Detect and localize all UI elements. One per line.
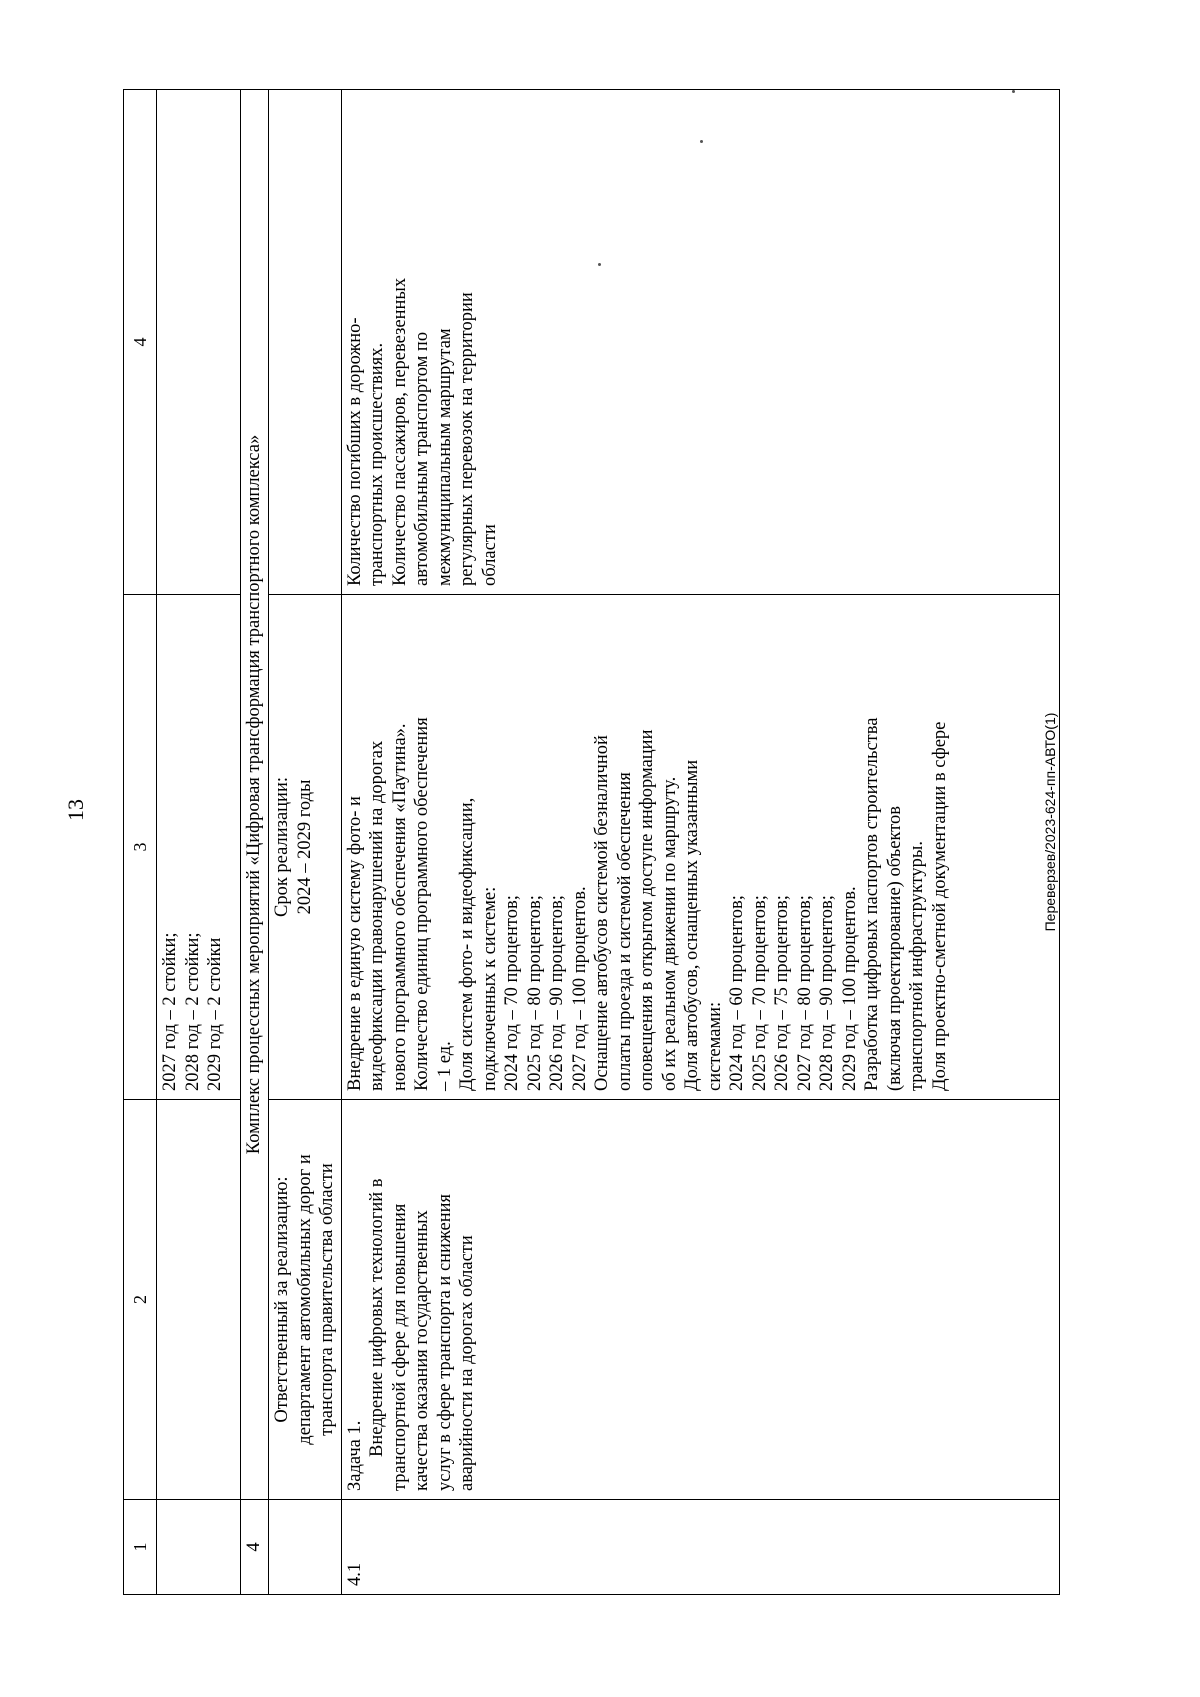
task-cell (341, 1100, 1060, 1500)
result-line: Доля автобусов, оснащенных указанными (682, 759, 702, 1091)
carry-line: 2028 год – 2 стойки; (182, 932, 203, 1091)
header-col-4: 4 (124, 90, 157, 595)
header-row (124, 90, 157, 1595)
result-line: 2026 год – 75 процентов; (772, 895, 792, 1091)
result-line: нового программного обеспечения «Паутина». (389, 723, 410, 1091)
period-cell (269, 595, 342, 1100)
document-footer-code: Переверзев/2023-624-пп-АВТО(1) (1042, 712, 1058, 932)
result-line: транспортной инфраструктуры. (907, 841, 927, 1091)
responsible-row (269, 90, 342, 1595)
result-line: подключенных к системе: (479, 886, 500, 1091)
header-col-3: 3 (124, 595, 157, 1100)
program-table (123, 89, 1060, 1595)
carry-col-4 (157, 90, 241, 595)
section-number: 4 (241, 1500, 269, 1595)
responsible-cell (269, 1100, 342, 1500)
indicator-line: Количество погибших в дорожно- (344, 317, 365, 586)
responsible-line: департамент автомобильных дорог и (294, 1154, 315, 1445)
table-sheet (123, 90, 1060, 1595)
result-line: 2025 год – 80 процентов; (524, 895, 545, 1091)
result-line: Внедрение в единую систему фото- и (344, 796, 365, 1091)
task-number: 4.1 (341, 1500, 1060, 1595)
result-line: – 1 ед. (434, 1041, 455, 1091)
result-line: системами: (704, 1001, 725, 1091)
scan-speck (598, 263, 601, 266)
indicator-line: области (479, 524, 500, 586)
result-line: 2027 год – 100 процентов. (569, 886, 590, 1091)
responsible-line: Ответственный за реализацию: (272, 1176, 292, 1423)
result-line: 2025 год – 70 процентов; (749, 895, 770, 1091)
scan-speck (700, 140, 703, 143)
period-line: Срок реализации: (272, 777, 292, 918)
result-line: (включая проектирование) объектов (884, 806, 905, 1091)
section-row (241, 90, 269, 1595)
result-line: 2029 год – 100 процентов. (839, 886, 860, 1091)
indicator-line: автомобильным транспортом по (412, 331, 432, 586)
task-line: качества оказания государственных (412, 1210, 432, 1491)
header-col-2: 2 (124, 1100, 157, 1500)
task-line: аварийности на дорогах области (457, 1235, 477, 1491)
indicators-cell (341, 90, 1060, 595)
result-line: 2024 год – 70 процентов; (502, 895, 522, 1091)
result-line: 2027 год – 80 процентов; (794, 895, 815, 1091)
result-line: Оснащение автобусов системой безналичной (592, 735, 612, 1091)
result-line: оплаты проезда и системой обеспечения (614, 772, 635, 1091)
carry-line: 2029 год – 2 стойки (205, 937, 225, 1091)
task-row (341, 90, 1060, 1595)
carry-col-2 (157, 1100, 241, 1500)
section-title: Комплекс процессных мероприятий «Цифровая трансформация транспортного комплекса» (241, 90, 269, 1500)
result-line: 2028 год – 90 процентов; (817, 895, 837, 1091)
carry-col-1 (157, 1500, 241, 1595)
responsible-col-4 (269, 90, 342, 595)
indicator-line: регулярных перевозок на территории (457, 292, 477, 586)
indicator-line: межмуниципальным маршрутам (434, 328, 455, 586)
task-line: транспортной сфере для повышения (389, 1203, 410, 1491)
period-line: 2024 – 2029 годы (294, 779, 315, 915)
result-line: Разработка цифровых паспортов строительства (862, 717, 882, 1091)
carry-over-row (157, 90, 241, 1595)
indicator-line: транспортных происшествиях. (367, 342, 387, 586)
result-line: оповещения в открытом доступе информации (637, 729, 657, 1091)
page-number: 13 (63, 799, 88, 821)
result-line: 2026 год – 90 процентов; (547, 895, 567, 1091)
result-line: Количество единиц программного обеспечения (412, 717, 432, 1091)
header-col-1: 1 (124, 1500, 157, 1595)
task-line: Задача 1. (344, 1420, 365, 1491)
result-line: Доля проектно-сметной документации в сфере (929, 721, 950, 1091)
indicator-line: Количество пассажиров, перевезенных (389, 277, 410, 586)
task-line: услуг в сфере транспорта и снижения (434, 1193, 455, 1491)
carry-col-3 (157, 595, 241, 1100)
result-line: видеофиксации правонарушений на дорогах (367, 740, 387, 1091)
result-line: Доля систем фото- и видеофиксации, (457, 797, 477, 1091)
scan-speck (1012, 90, 1015, 93)
result-line: 2024 год – 60 процентов; (727, 895, 747, 1091)
result-line: об их реальном движении по маршруту. (659, 776, 680, 1091)
results-cell (341, 595, 1060, 1100)
responsible-line: транспорта правительства области (317, 1163, 337, 1436)
carry-line: 2027 год – 2 стойки; (160, 932, 180, 1091)
task-line: Внедрение цифровых технологий в (367, 1178, 387, 1457)
responsible-col-1 (269, 1500, 342, 1595)
